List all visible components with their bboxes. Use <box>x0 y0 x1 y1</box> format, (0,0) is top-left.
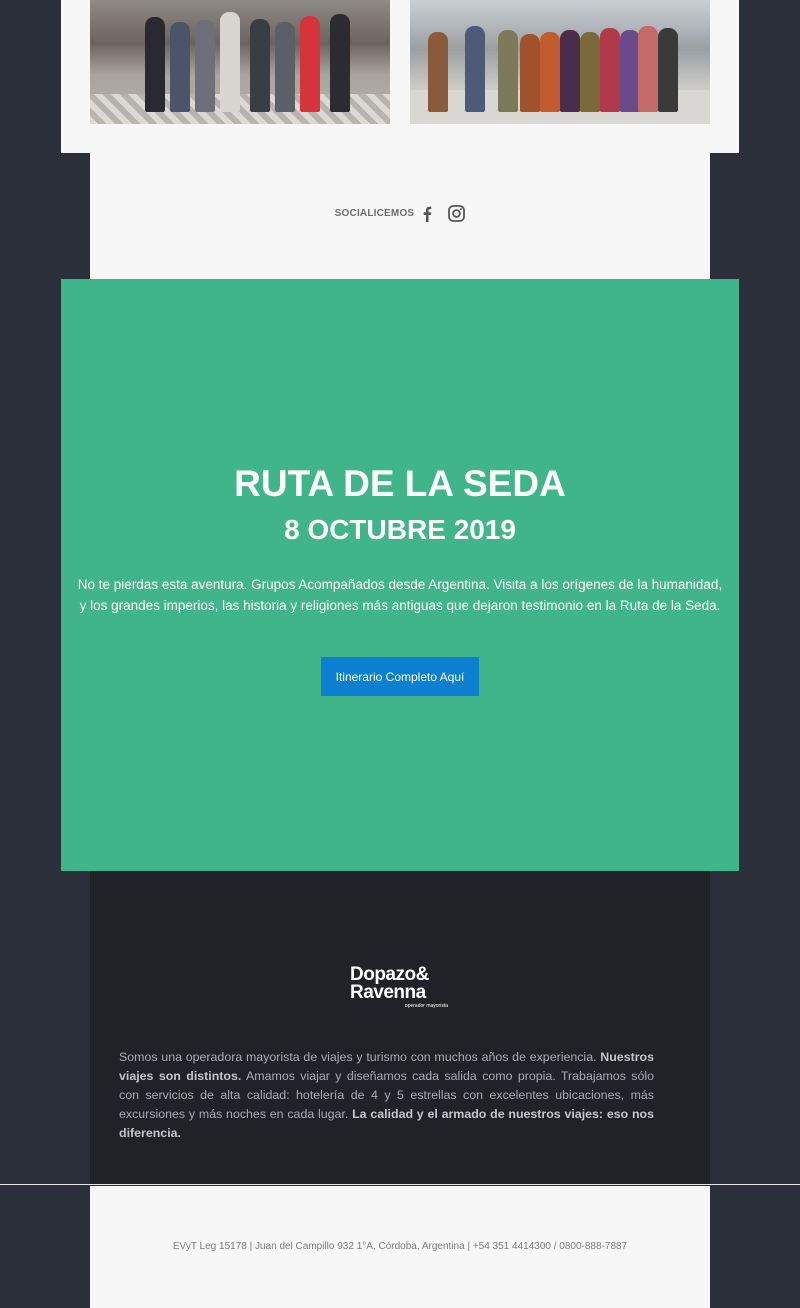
about-text-bold-2: La calidad y el armado de nuestros viajes: eso nos diferencia. <box>119 1107 654 1140</box>
logo-line-1: Dopazo& <box>350 964 429 985</box>
about-text-part-1: Somos una operadora mayorista de viajes y turismo con muchos años de experiencia. <box>119 1050 601 1064</box>
footer-divider <box>0 1184 800 1185</box>
about-section <box>90 871 710 1184</box>
logo-line-2: Ravenna <box>350 982 426 1003</box>
about-text <box>119 1048 654 1143</box>
hero-title: RUTA DE LA SEDA <box>234 463 566 504</box>
hero-date: 8 OCTUBRE 2019 <box>284 514 516 545</box>
facebook-icon[interactable] <box>422 206 432 222</box>
group-photo-2 <box>410 0 710 124</box>
hero-description <box>61 574 739 616</box>
logo-tagline: operador mayorista <box>404 1003 448 1009</box>
brand-logo[interactable] <box>350 966 450 1009</box>
hero-banner <box>61 279 739 871</box>
itinerary-button[interactable]: Itinerario Completo Aquí <box>321 657 479 696</box>
about-text-part-2: Amamos viajar y diseñamos cada salida como propia. Trabajamos sólo con servicios de alta calidad: hotelería de 4 y 5 estrellas con excelentes ubicaciones, más excursiones y más noches en cada lugar. <box>119 1069 654 1121</box>
hero-description-line-1: No te pierdas esta aventura. Grupos Acompañados desde Argentina. Visita a los orígenes de la humanidad, <box>77 577 723 592</box>
hero-description-line-2: y los grandes imperios, las historia y religiones más antiguas que dejaron testimonio en la Ruta de la Seda. <box>79 598 721 613</box>
address-footer <box>90 1186 710 1308</box>
instagram-icon[interactable] <box>448 205 465 222</box>
group-photo-1 <box>90 0 390 124</box>
company-address: EVyT Leg 15178 | Juan del Campillo 932 1°A, Córdoba, Argentina | +54 351 4414300 / 0800-888-7887 <box>172 1241 628 1252</box>
about-text-bold-1: Nuestros viajes son distintos. <box>119 1050 654 1083</box>
social-label: SOCIALICEMOS <box>334 208 415 219</box>
social-section <box>90 153 710 279</box>
